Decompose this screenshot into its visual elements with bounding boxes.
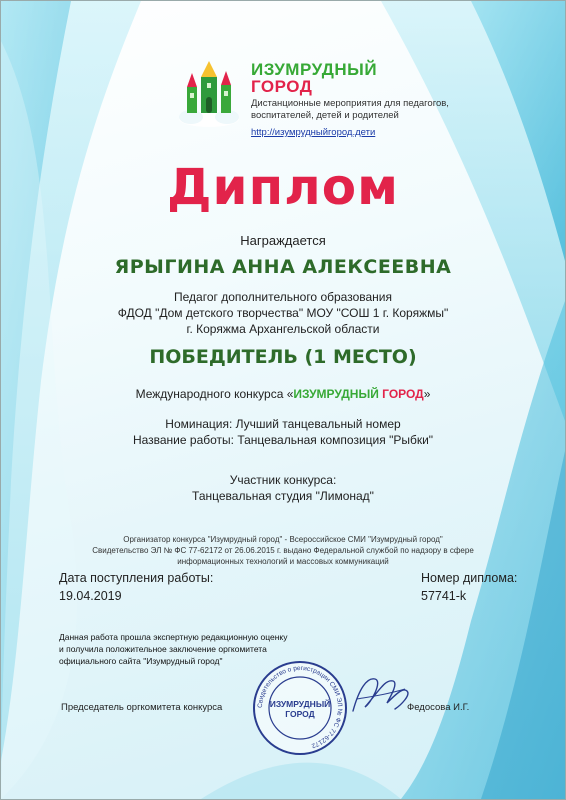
logo-subtitle-line1: Дистанционные мероприятия для педагогов, — [251, 98, 449, 109]
contest-name-part2: ГОРОД — [382, 387, 424, 401]
contest-prefix: Международного конкурса « — [135, 387, 294, 401]
received-date-label: Дата поступления работы: — [59, 571, 214, 585]
contest-name-part1: ИЗУМРУДНЫЙ — [293, 387, 379, 401]
review-note-line2: и получила положительное заключение оргкомитета — [59, 644, 267, 654]
stamp-center-line1: ИЗУМРУДНЫЙ — [269, 699, 331, 709]
chairman-signature — [349, 669, 413, 719]
contest-suffix: » — [423, 387, 431, 401]
awarded-label: Награждается — [240, 233, 326, 248]
diploma-number-label: Номер диплома: — [421, 571, 518, 585]
nomination: Номинация: Лучший танцевальный номер — [165, 417, 401, 431]
stamp-ring-text: Свидетельство о регистрации СМИ ЭЛ № ФС 77-62172 — [256, 664, 344, 750]
place-award: ПОБЕДИТЕЛЬ (1 МЕСТО) — [149, 346, 417, 368]
logo-name-line1: ИЗУМРУДНЫЙ — [251, 60, 378, 79]
emerald-castle-logo-icon — [177, 59, 241, 129]
logo-name-line2: ГОРОД — [251, 77, 313, 96]
work-title: Название работы: Танцевальная композиция "Рыбки" — [132, 433, 434, 447]
recipient-organization: ФДОД "Дом детского творчества" МОУ "СОШ 1 г. Коряжмы" — [117, 306, 449, 320]
organizer-line1: Организатор конкурса "Изумрудный город" - Всероссийское СМИ "Изумрудный город" — [123, 535, 443, 544]
participant-label: Участник конкурса: — [229, 473, 337, 487]
received-date-value: 19.04.2019 — [59, 589, 122, 603]
review-note-line1: Данная работа прошла экспертную редакционную оценку — [59, 632, 288, 642]
logo-website-link[interactable]: http://изумрудныйгород.дети — [251, 127, 376, 138]
diploma-title: Диплом — [167, 158, 399, 216]
chairman-label: Председатель оргкомитета конкурса — [61, 702, 223, 713]
contest-line — [1, 386, 565, 402]
stamp-center-line2: ГОРОД — [285, 709, 315, 719]
logo-subtitle-line2: воспитателей, детей и родителей — [251, 110, 399, 121]
organizer-line2: Свидетельство ЭЛ № ФС 77-62172 от 26.06.2015 г. выдано Федеральной службой по надзору в сфере — [92, 546, 474, 555]
recipient-name: ЯРЫГИНА АННА АЛЕКСЕЕВНА — [114, 256, 452, 278]
chairman-name: Федосова И.Г. — [407, 702, 470, 713]
diploma-number-value: 57741-k — [421, 589, 467, 603]
official-stamp — [251, 659, 349, 757]
recipient-location: г. Коряжма Архангельской области — [186, 322, 380, 336]
organizer-line3: информационных технологий и массовых коммуникаций — [177, 557, 389, 566]
participant-name: Танцевальная студия "Лимонад" — [192, 489, 374, 503]
review-note-line3: официального сайта "Изумрудный город" — [59, 656, 223, 666]
recipient-position: Педагог дополнительного образования — [174, 290, 392, 304]
